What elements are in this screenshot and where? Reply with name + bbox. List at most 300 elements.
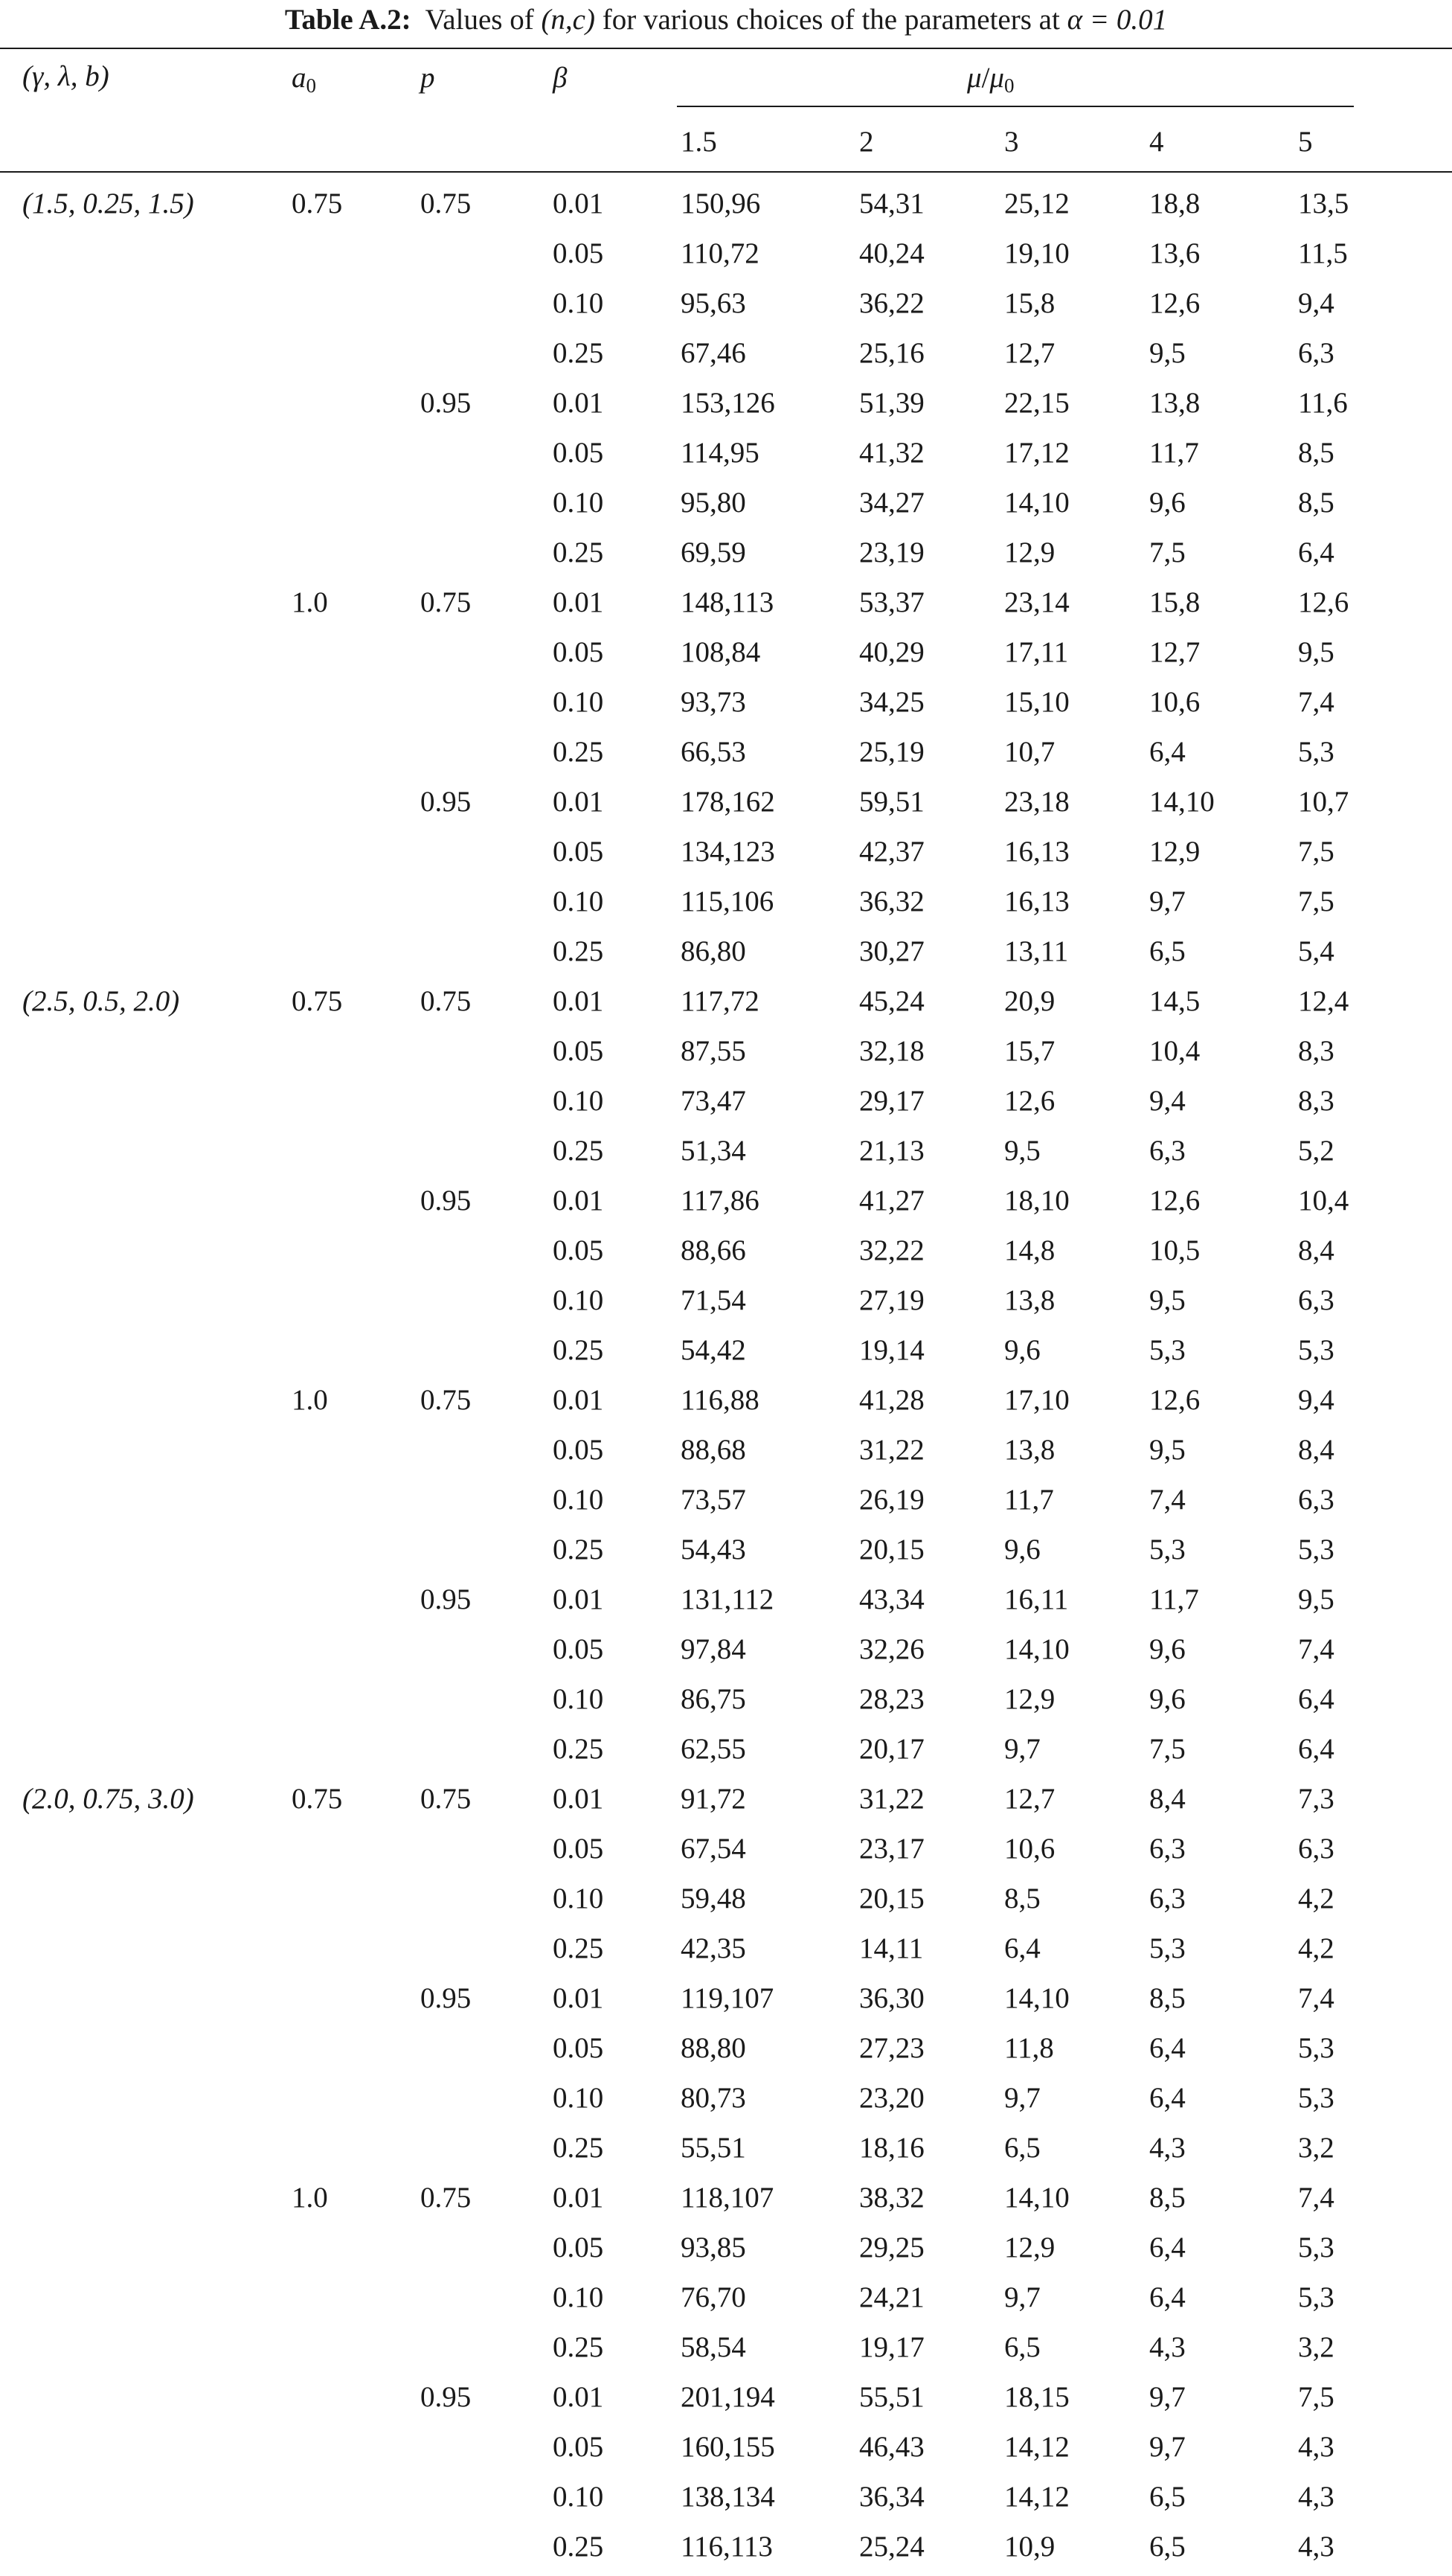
cell-value: 6,4 [1149, 2281, 1186, 2313]
cell-beta: 0.01 [553, 1783, 604, 1815]
cell-beta: 0.01 [553, 188, 604, 220]
cell-value: 9,7 [1004, 1733, 1041, 1765]
cell-value: 114,95 [681, 437, 759, 469]
table-row [0, 2028, 1452, 2077]
cell-beta: 0.10 [553, 287, 604, 319]
header-bottom-rule [0, 171, 1452, 173]
cell-value: 11,8 [1004, 2032, 1054, 2064]
caption-alpha: α = 0.01 [1067, 4, 1168, 36]
cell-beta: 0.01 [553, 1982, 604, 2014]
cell-value: 23,20 [859, 2082, 925, 2114]
cell-beta: 0.05 [553, 237, 604, 269]
cell-value: 14,10 [1004, 1982, 1070, 2014]
cell-value: 12,9 [1149, 836, 1201, 868]
cell-value: 7,4 [1149, 1484, 1186, 1516]
cell-value: 6,4 [1149, 736, 1186, 768]
cell-value: 91,72 [681, 1783, 746, 1815]
table-row [0, 532, 1452, 582]
cell-value: 80,73 [681, 2082, 746, 2114]
cell-value: 8,5 [1149, 2182, 1186, 2214]
table-row [0, 781, 1452, 831]
table-row [0, 1330, 1452, 1380]
cell-group: (1.5, 0.25, 1.5) [22, 188, 194, 220]
cell-beta: 0.05 [553, 2231, 604, 2263]
cell-value: 93,85 [681, 2231, 746, 2263]
table-row [0, 1479, 1452, 1529]
cell-beta: 0.25 [553, 1135, 604, 1167]
cell-value: 14,10 [1004, 1633, 1070, 1665]
cell-beta: 0.10 [553, 1484, 604, 1516]
table-row [0, 1828, 1452, 1878]
table-row [0, 1579, 1452, 1629]
cell-value: 11,7 [1004, 1484, 1054, 1516]
cell-value: 88,80 [681, 2032, 746, 2064]
cell-beta: 0.25 [553, 2132, 604, 2164]
cell-value: 30,27 [859, 935, 925, 967]
caption-nc: (n,c) [541, 4, 595, 36]
cell-value: 5,3 [1149, 1334, 1186, 1366]
cell-p: 0.75 [420, 985, 472, 1017]
cell-value: 4,3 [1149, 2331, 1186, 2363]
header-ratio-den-sub: 0 [1004, 74, 1015, 97]
table-row [0, 1380, 1452, 1429]
cell-value: 36,22 [859, 287, 925, 319]
cell-value: 6,4 [1149, 2231, 1186, 2263]
cell-value: 95,63 [681, 287, 746, 319]
cell-value: 4,2 [1298, 1932, 1334, 1964]
table-row [0, 2077, 1452, 2127]
cell-value: 41,27 [859, 1185, 925, 1217]
cell-value: 9,7 [1149, 2431, 1186, 2463]
cell-value: 8,4 [1149, 1783, 1186, 1815]
cell-a0: 0.75 [292, 985, 343, 1017]
cell-value: 13,5 [1298, 188, 1349, 220]
cell-a0: 1.0 [292, 1384, 328, 1416]
cell-value: 7,4 [1298, 1982, 1334, 2014]
table-row [0, 1878, 1452, 1928]
cell-beta: 0.01 [553, 387, 604, 419]
cell-value: 88,68 [681, 1434, 746, 1466]
cell-beta: 0.05 [553, 636, 604, 668]
cell-value: 15,8 [1149, 586, 1201, 618]
cell-value: 10,4 [1149, 1035, 1201, 1067]
table-row [0, 831, 1452, 881]
cell-value: 34,27 [859, 487, 925, 519]
cell-value: 86,75 [681, 1683, 746, 1715]
cell-value: 17,10 [1004, 1384, 1070, 1416]
cell-value: 6,5 [1149, 2531, 1186, 2563]
header-a0-sub: 0 [306, 74, 316, 97]
cell-value: 62,55 [681, 1733, 746, 1765]
header-ratio-col-4: 4 [1149, 126, 1164, 158]
table-row [0, 1928, 1452, 1978]
cell-beta: 0.05 [553, 1234, 604, 1266]
cell-value: 16,13 [1004, 885, 1070, 917]
cell-value: 12,4 [1298, 985, 1349, 1017]
cell-value: 18,16 [859, 2132, 925, 2164]
table-row [0, 1728, 1452, 1778]
cell-value: 12,6 [1298, 586, 1349, 618]
cell-value: 16,13 [1004, 836, 1070, 868]
cell-value: 10,4 [1298, 1185, 1349, 1217]
cell-value: 46,43 [859, 2431, 925, 2463]
cell-value: 4,3 [1298, 2431, 1334, 2463]
cell-value: 9,6 [1004, 1534, 1041, 1566]
cell-value: 10,9 [1004, 2531, 1056, 2563]
cell-value: 86,80 [681, 935, 746, 967]
cell-value: 5,2 [1298, 1135, 1334, 1167]
cell-value: 12,9 [1004, 536, 1056, 568]
cell-beta: 0.25 [553, 736, 604, 768]
cell-beta: 0.25 [553, 337, 604, 369]
cell-value: 6,5 [1149, 935, 1186, 967]
cell-value: 25,16 [859, 337, 925, 369]
cell-value: 9,5 [1298, 1583, 1334, 1615]
cell-value: 13,8 [1149, 387, 1201, 419]
table-row [0, 432, 1452, 482]
cell-value: 34,25 [859, 686, 925, 718]
cell-value: 59,51 [859, 786, 925, 818]
cell-value: 160,155 [681, 2431, 775, 2463]
cell-value: 12,6 [1149, 1384, 1201, 1416]
cell-p: 0.95 [420, 387, 472, 419]
table-row [0, 333, 1452, 382]
header-group-label: (γ, λ, b) [22, 60, 109, 92]
cell-value: 15,10 [1004, 686, 1070, 718]
cell-value: 23,18 [1004, 786, 1070, 818]
cell-value: 27,23 [859, 2032, 925, 2064]
cell-value: 10,7 [1004, 736, 1056, 768]
cell-value: 14,10 [1149, 786, 1215, 818]
cell-p: 0.95 [420, 1982, 472, 2014]
cell-value: 10,5 [1149, 1234, 1201, 1266]
cell-beta: 0.01 [553, 2182, 604, 2214]
cell-value: 25,19 [859, 736, 925, 768]
cell-value: 10,6 [1004, 1833, 1056, 1865]
cell-value: 3,2 [1298, 2132, 1334, 2164]
cell-value: 5,3 [1298, 2082, 1334, 2114]
cell-value: 11,7 [1149, 1583, 1199, 1615]
cell-value: 45,24 [859, 985, 925, 1017]
cell-a0: 0.75 [292, 188, 343, 220]
cell-value: 110,72 [681, 237, 759, 269]
cell-value: 119,107 [681, 1982, 774, 2014]
cell-value: 93,73 [681, 686, 746, 718]
table-row [0, 2327, 1452, 2377]
table-row [0, 931, 1452, 981]
cell-value: 23,14 [1004, 586, 1070, 618]
ratio-rule [677, 106, 1354, 107]
cell-beta: 0.25 [553, 1534, 604, 1566]
cell-value: 51,39 [859, 387, 925, 419]
cell-value: 14,12 [1004, 2481, 1070, 2513]
cell-value: 32,22 [859, 1234, 925, 1266]
table-row [0, 2377, 1452, 2426]
cell-value: 22,15 [1004, 387, 1070, 419]
cell-beta: 0.25 [553, 1733, 604, 1765]
cell-group: (2.5, 0.5, 2.0) [22, 985, 180, 1017]
table-row [0, 1230, 1452, 1280]
cell-beta: 0.10 [553, 1883, 604, 1915]
cell-beta: 0.01 [553, 1384, 604, 1416]
table-row [0, 233, 1452, 283]
table-row [0, 731, 1452, 781]
cell-value: 15,8 [1004, 287, 1056, 319]
cell-beta: 0.05 [553, 1633, 604, 1665]
cell-value: 4,3 [1149, 2132, 1186, 2164]
cell-value: 7,4 [1298, 1633, 1334, 1665]
cell-value: 148,113 [681, 586, 774, 618]
cell-value: 7,3 [1298, 1783, 1334, 1815]
cell-value: 31,22 [859, 1783, 925, 1815]
cell-p: 0.75 [420, 2182, 472, 2214]
cell-value: 28,23 [859, 1683, 925, 1715]
cell-value: 67,46 [681, 337, 746, 369]
table-row [0, 632, 1452, 682]
cell-value: 9,4 [1298, 1384, 1334, 1416]
cell-value: 9,5 [1298, 636, 1334, 668]
cell-beta: 0.05 [553, 437, 604, 469]
cell-value: 9,4 [1149, 1085, 1186, 1117]
cell-value: 41,32 [859, 437, 925, 469]
cell-beta: 0.25 [553, 2331, 604, 2363]
cell-value: 6,4 [1149, 2032, 1186, 2064]
cell-value: 138,134 [681, 2481, 775, 2513]
cell-value: 5,3 [1298, 2032, 1334, 2064]
table-row [0, 1130, 1452, 1180]
cell-value: 58,54 [681, 2331, 746, 2363]
cell-value: 8,4 [1298, 1234, 1334, 1266]
cell-value: 12,6 [1149, 287, 1201, 319]
table-row [0, 1180, 1452, 1230]
cell-value: 4,2 [1298, 1883, 1334, 1915]
table-row [0, 2526, 1452, 2576]
header-ratio-col-2: 2 [859, 126, 874, 158]
cell-value: 7,5 [1298, 2381, 1334, 2413]
cell-value: 7,5 [1149, 1733, 1186, 1765]
header-p-label: p [420, 62, 435, 94]
header-p [420, 60, 435, 97]
table-row [0, 2426, 1452, 2476]
cell-p: 0.75 [420, 1384, 472, 1416]
cell-value: 6,3 [1298, 337, 1334, 369]
cell-value: 14,11 [859, 1932, 924, 1964]
cell-value: 116,113 [681, 2531, 773, 2563]
caption-text-middle: for various choices of the parameters at [602, 4, 1060, 36]
cell-value: 20,17 [859, 1733, 925, 1765]
cell-value: 21,13 [859, 1135, 925, 1167]
cell-value: 9,7 [1149, 885, 1186, 917]
cell-value: 6,5 [1004, 2331, 1041, 2363]
cell-beta: 0.10 [553, 686, 604, 718]
cell-p: 0.75 [420, 1783, 472, 1815]
cell-value: 6,3 [1149, 1833, 1186, 1865]
cell-value: 8,5 [1149, 1982, 1186, 2014]
cell-value: 8,5 [1004, 1883, 1041, 1915]
cell-beta: 0.05 [553, 2431, 604, 2463]
cell-value: 131,112 [681, 1583, 774, 1615]
cell-value: 40,29 [859, 636, 925, 668]
cell-value: 13,11 [1004, 935, 1069, 967]
cell-value: 6,3 [1149, 1135, 1186, 1167]
cell-value: 73,57 [681, 1484, 746, 1516]
cell-value: 8,3 [1298, 1035, 1334, 1067]
cell-value: 87,55 [681, 1035, 746, 1067]
cell-value: 9,6 [1149, 487, 1186, 519]
cell-value: 26,19 [859, 1484, 925, 1516]
cell-value: 23,17 [859, 1833, 925, 1865]
header-ratio-col-3: 3 [1004, 126, 1019, 158]
table-row [0, 981, 1452, 1031]
cell-value: 8,5 [1298, 487, 1334, 519]
cell-value: 12,9 [1004, 2231, 1056, 2263]
cell-value: 43,34 [859, 1583, 925, 1615]
cell-value: 4,3 [1298, 2481, 1334, 2513]
cell-value: 23,19 [859, 536, 925, 568]
header-ratio-slash: / [981, 62, 990, 94]
cell-value: 12,7 [1004, 1783, 1056, 1815]
cell-value: 108,84 [681, 636, 761, 668]
cell-value: 9,7 [1004, 2281, 1041, 2313]
header-ratio-den: μ [989, 62, 1004, 94]
table-row [0, 1629, 1452, 1679]
cell-value: 118,107 [681, 2182, 774, 2214]
cell-value: 116,88 [681, 1384, 759, 1416]
table-row [0, 2177, 1452, 2227]
cell-value: 7,4 [1298, 2182, 1334, 2214]
cell-value: 5,3 [1298, 2231, 1334, 2263]
cell-value: 134,123 [681, 836, 775, 868]
cell-value: 115,106 [681, 885, 774, 917]
cell-beta: 0.10 [553, 2281, 604, 2313]
table-row [0, 183, 1452, 233]
cell-value: 36,30 [859, 1982, 925, 2014]
cell-value: 150,96 [681, 188, 761, 220]
cell-value: 8,5 [1298, 437, 1334, 469]
cell-value: 15,7 [1004, 1035, 1056, 1067]
cell-value: 18,8 [1149, 188, 1201, 220]
header-ratio-col-1: 1.5 [681, 126, 717, 158]
cell-a0: 0.75 [292, 1783, 343, 1815]
cell-value: 3,2 [1298, 2331, 1334, 2363]
cell-value: 36,32 [859, 885, 925, 917]
cell-beta: 0.25 [553, 1932, 604, 1964]
cell-value: 7,5 [1298, 836, 1334, 868]
cell-value: 11,7 [1149, 437, 1199, 469]
header-ratio-col-5: 5 [1298, 126, 1313, 158]
cell-value: 20,15 [859, 1534, 925, 1566]
cell-beta: 0.01 [553, 1583, 604, 1615]
cell-p: 0.75 [420, 586, 472, 618]
table-row [0, 1778, 1452, 1828]
cell-value: 117,86 [681, 1185, 759, 1217]
cell-value: 5,3 [1149, 1534, 1186, 1566]
cell-value: 66,53 [681, 736, 746, 768]
cell-value: 9,6 [1004, 1334, 1041, 1366]
cell-value: 13,8 [1004, 1434, 1056, 1466]
cell-beta: 0.25 [553, 1334, 604, 1366]
cell-value: 9,5 [1149, 1434, 1186, 1466]
cell-value: 29,17 [859, 1085, 925, 1117]
cell-value: 9,6 [1149, 1683, 1186, 1715]
cell-value: 13,6 [1149, 237, 1201, 269]
header-a0 [292, 60, 316, 97]
cell-value: 12,6 [1149, 1185, 1201, 1217]
cell-beta: 0.05 [553, 1833, 604, 1865]
cell-p: 0.95 [420, 1583, 472, 1615]
cell-beta: 0.05 [553, 1035, 604, 1067]
cell-value: 6,4 [1149, 2082, 1186, 2114]
cell-value: 178,162 [681, 786, 775, 818]
cell-value: 4,3 [1298, 2531, 1334, 2563]
cell-beta: 0.05 [553, 1434, 604, 1466]
table-row [0, 283, 1452, 333]
cell-beta: 0.01 [553, 1185, 604, 1217]
table-row [0, 1280, 1452, 1330]
cell-value: 73,47 [681, 1085, 746, 1117]
cell-value: 38,32 [859, 2182, 925, 2214]
cell-value: 19,14 [859, 1334, 925, 1366]
cell-value: 69,59 [681, 536, 746, 568]
cell-beta: 0.01 [553, 985, 604, 1017]
cell-value: 41,28 [859, 1384, 925, 1416]
table-row [0, 482, 1452, 532]
cell-value: 6,5 [1149, 2481, 1186, 2513]
cell-value: 16,11 [1004, 1583, 1069, 1615]
cell-value: 54,31 [859, 188, 925, 220]
cell-value: 55,51 [859, 2381, 925, 2413]
table-row [0, 2227, 1452, 2277]
cell-value: 32,26 [859, 1633, 925, 1665]
cell-value: 14,10 [1004, 487, 1070, 519]
cell-beta: 0.25 [553, 935, 604, 967]
cell-value: 6,3 [1298, 1284, 1334, 1316]
cell-beta: 0.10 [553, 2082, 604, 2114]
header-beta [553, 60, 567, 97]
caption-text-before: Values of [425, 4, 534, 36]
cell-value: 9,7 [1004, 2082, 1041, 2114]
cell-value: 11,6 [1298, 387, 1348, 419]
cell-value: 42,35 [681, 1932, 746, 1964]
cell-value: 12,9 [1004, 1683, 1056, 1715]
cell-beta: 0.01 [553, 786, 604, 818]
cell-value: 9,6 [1149, 1633, 1186, 1665]
cell-value: 9,4 [1298, 287, 1334, 319]
table-row [0, 1080, 1452, 1130]
cell-value: 95,80 [681, 487, 746, 519]
cell-value: 7,4 [1298, 686, 1334, 718]
cell-beta: 0.10 [553, 2481, 604, 2513]
table-row [0, 1529, 1452, 1579]
cell-p: 0.95 [420, 786, 472, 818]
cell-value: 18,15 [1004, 2381, 1070, 2413]
cell-value: 8,3 [1298, 1085, 1334, 1117]
cell-value: 201,194 [681, 2381, 775, 2413]
cell-value: 117,72 [681, 985, 759, 1017]
cell-value: 20,9 [1004, 985, 1056, 1017]
cell-value: 71,54 [681, 1284, 746, 1316]
table-row [0, 1429, 1452, 1479]
cell-value: 8,4 [1298, 1434, 1334, 1466]
cell-value: 59,48 [681, 1883, 746, 1915]
cell-value: 5,3 [1298, 1334, 1334, 1366]
top-rule [0, 48, 1452, 49]
table-row [0, 1031, 1452, 1080]
table-row [0, 2476, 1452, 2526]
cell-beta: 0.10 [553, 487, 604, 519]
cell-value: 53,37 [859, 586, 925, 618]
cell-value: 31,22 [859, 1434, 925, 1466]
